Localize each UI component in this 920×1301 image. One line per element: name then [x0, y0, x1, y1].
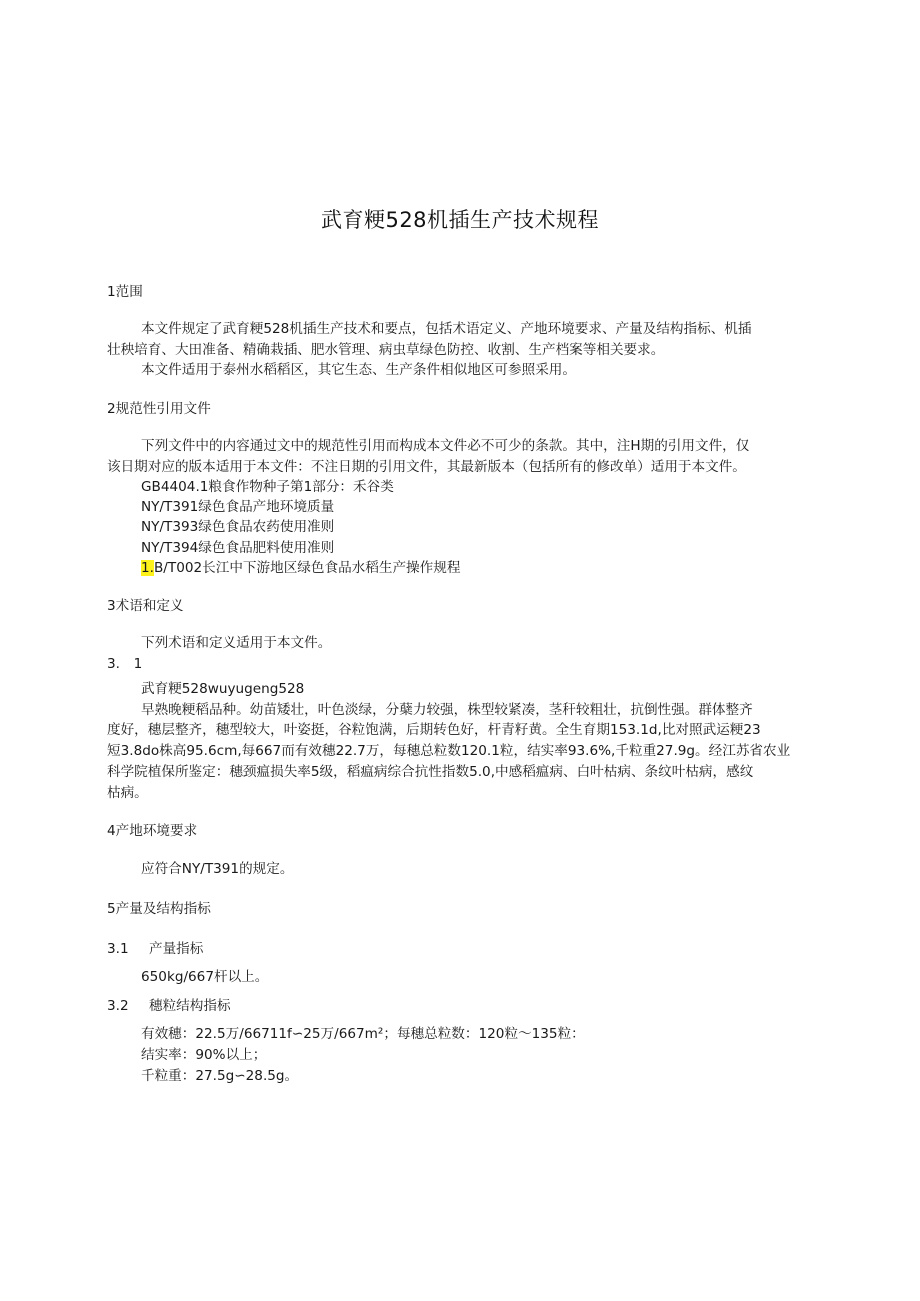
- subsection-title-structure-index: 穗粒结构指标: [149, 998, 231, 1014]
- reference-item: NY/T394绿色食品肥料使用准则: [141, 540, 335, 556]
- section-heading-scope: 1范围: [107, 284, 143, 300]
- reference-item: GB4404.1粮食作物种子第1部分：禾谷类: [141, 479, 394, 495]
- reference-item: NY/T391绿色食品产地环境质量: [141, 499, 335, 515]
- term-definition-line-2: 度好，穗层整齐，穗型较大，叶姿挺，谷粒饱满，后期转色好，杆青籽黄。全生育期153.1d,比对照武运粳23: [107, 722, 761, 738]
- section-heading-yield: 5产量及结构指标: [107, 901, 211, 917]
- section-heading-references: 2规范性引用文件: [107, 401, 211, 417]
- reference-item: NY/T393绿色食品农药使用准则: [141, 519, 335, 535]
- term-name: 武育粳528wuyugeng528: [141, 681, 305, 697]
- section-heading-environment: 4产地环境要求: [107, 823, 198, 839]
- structure-index-line-3: 千粒重：27.5g∽28.5g。: [141, 1068, 299, 1084]
- yield-index-text: 650kg∕667杆以上。: [141, 969, 269, 985]
- highlight-mark: 1.: [141, 560, 154, 576]
- reference-item-last: [141, 559, 460, 577]
- term-definition-line-5: 枯病。: [107, 785, 148, 801]
- structure-index-line-2: 结实率：90%以上；: [141, 1047, 267, 1063]
- reference-item-text: B/T002长江中下游地区绿色食品水稻生产操作规程: [153, 560, 461, 576]
- subsection-number: 3.2: [107, 998, 129, 1014]
- term-definition-line-1: 早熟晚粳稻品种。幼苗矮壮，叶色淡绿，分蘖力较强，株型较紧凑，茎秆较粗壮，抗倒性强。群体整齐: [141, 702, 753, 718]
- section-heading-terms: 3术语和定义: [107, 598, 184, 614]
- references-intro-line-2: 该日期对应的版本适用于本文件：不注日期的引用文件，其最新版本（包括所有的修改单）适用于本文件。: [107, 459, 746, 475]
- term-definition-line-3: 短3.8do株高95.6cm,每667而有效穗22.7万，每穗总粒数120.1粒，结实率93.6%,千粒重27.9g。经江苏省农业: [107, 743, 791, 759]
- subsection-number: 3.1: [107, 941, 129, 957]
- references-intro-line-1: 下列文件中的内容通过文中的规范性引用而构成本文件必不可少的条款。其中，注H期的引用文件，仅: [141, 438, 750, 454]
- terms-intro: 下列术语和定义适用于本文件。: [141, 635, 332, 651]
- document-title: 武育粳528机插生产技术规程: [320, 208, 600, 232]
- environment-text: 应符合NY/T391的规定。: [141, 861, 294, 877]
- scope-paragraph-line-2: 壮秧培育、大田准备、精确栽插、肥水管理、病虫草绿色防控、收割、生产档案等相关要求。: [107, 342, 665, 358]
- term-number: 3. 1: [107, 656, 143, 672]
- scope-paragraph-line-1: 本文件规定了武育粳528机插生产技术和要点，包括术语定义、产地环境要求、产量及结构指标、机插: [141, 321, 752, 337]
- term-definition-line-4: 科学院植保所鉴定：穗颈瘟损失率5级，稻瘟病综合抗性指数5.0,中感稻瘟病、白叶枯病、条纹叶枯病，感纹: [107, 764, 754, 780]
- structure-index-line-1: 有效穗：22.5万/66711f∽25万/667m²；每穗总粒数：120粒～135粒：: [141, 1026, 585, 1042]
- subsection-title-yield-index: 产量指标: [149, 941, 204, 957]
- scope-paragraph-2: 本文件适用于泰州水稻稻区，其它生态、生产条件相似地区可参照采用。: [141, 362, 576, 378]
